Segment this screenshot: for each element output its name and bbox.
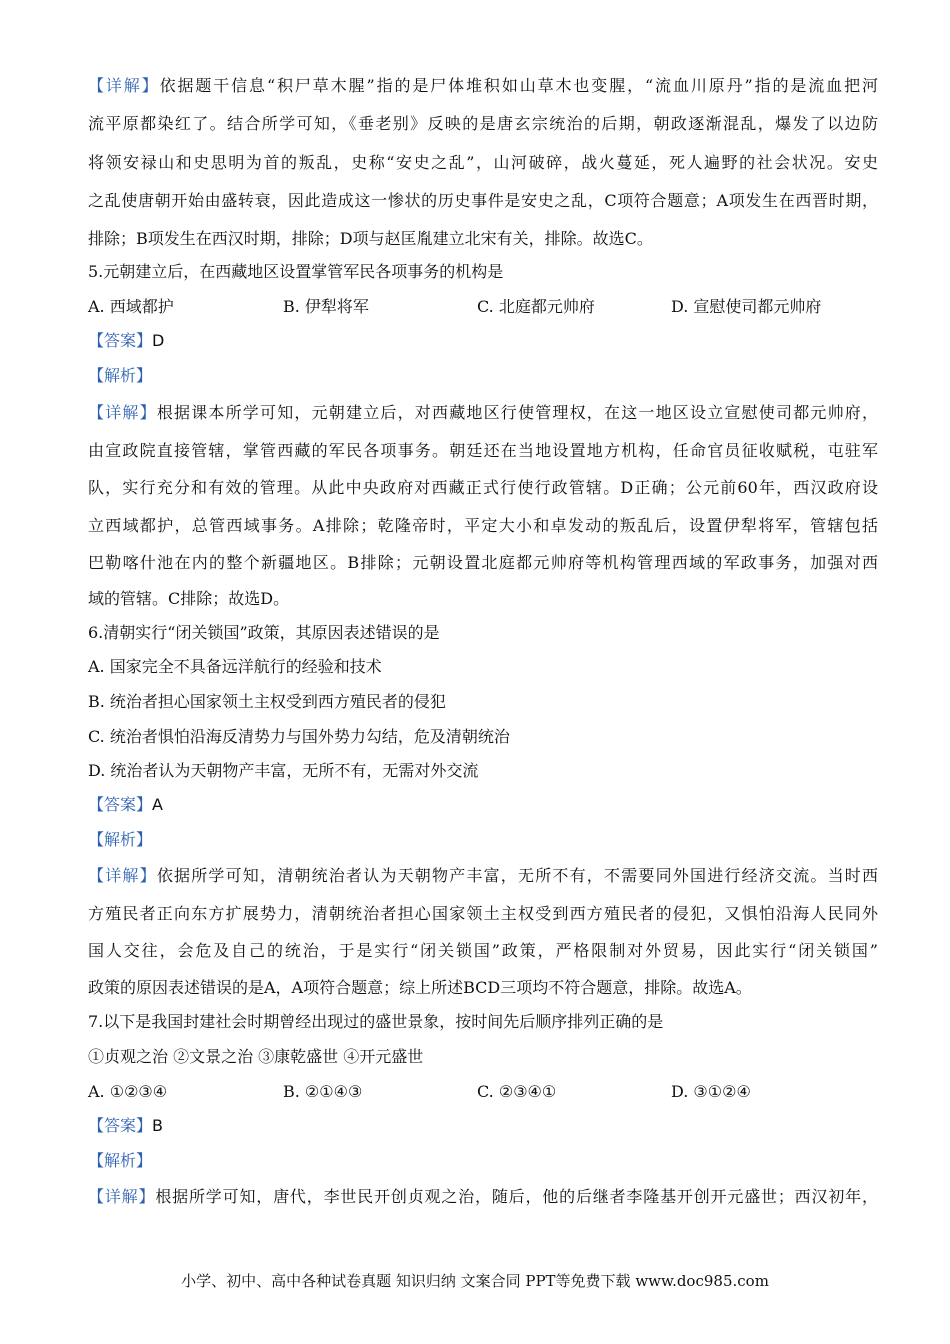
q5-detail-line-3: 队，实行充分和有效的管理。从此中央政府对西藏正式行使行政管辖。D正确；公元前60年，西汉政府设 — [88, 478, 878, 497]
q6-question: 6.清朝实行“闭关锁国”政策，其原因表述错误的是 — [88, 623, 440, 642]
page-footer: 小学、初中、高中各种试卷真题 知识归纳 文案合同 PPT等免费下载 www.doc985.com — [181, 1272, 769, 1290]
q5-question: 5.元朝建立后，在西藏地区设置掌管军民各项事务的机构是 — [88, 262, 504, 281]
q7-option-a: A. ①②③④ — [88, 1082, 168, 1101]
q7-option-b: B. ②①④③ — [283, 1082, 363, 1101]
q5-option-b: B. 伊犁将军 — [283, 297, 369, 316]
q5-detail-line-2: 由宣政院直接管辖，掌管西藏的军民各项事务。朝廷还在当地设置地方机构，任命官员征收赋税，屯驻军 — [88, 441, 878, 460]
q6-option-d: D. 统治者认为天朝物产丰富，无所不有，无需对外交流 — [88, 761, 479, 780]
q7-items: ①贞观之治 ②文景之治 ③康乾盛世 ④开元盛世 — [88, 1047, 424, 1066]
q6-detail-line-2: 方殖民者正向东方扩展势力，清朝统治者担心国家领土主权受到西方殖民者的侵犯，又惧怕沿海人民同外 — [88, 904, 878, 923]
q4-detail-line-1: 【详解】依据题干信息“积尸草木腥”指的是尸体堆积如山草木也变腥，“流血川原丹”指的是流血把河 — [88, 76, 878, 95]
q5-detail-line-6: 域的管辖。C排除；故选D。 — [88, 589, 290, 608]
detail-tag: 【详解】 — [88, 866, 157, 885]
q6-option-c: C. 统治者惧怕沿海反清势力与国外势力勾结，危及清朝统治 — [88, 727, 510, 746]
q4-detail-line-2: 流平原都染红了。结合所学可知，《垂老别》反映的是唐玄宗统治的后期，朝政逐渐混乱，爆发了以边防 — [88, 114, 878, 133]
q5-option-a: A. 西域都护 — [88, 297, 174, 316]
q5-detail-line-5: 巴勒喀什池在内的整个新疆地区。B排除；元朝设置北庭都元帅府等机构管理西域的军政事务，加强对西 — [88, 553, 878, 572]
q7-question: 7.以下是我国封建社会时期曾经出现过的盛世景象，按时间先后顺序排列正确的是 — [88, 1012, 664, 1031]
q7-option-d: D. ③①②④ — [671, 1082, 751, 1101]
q5-detail-line-1: 【详解】根据课本所学可知，元朝建立后，对西藏地区行使管理权，在这一地区设立宣慰使司都元帅府， — [88, 403, 878, 422]
q6-detail-line-1: 【详解】依据所学可知，清朝统治者认为天朝物产丰富，无所不有，不需要同外国进行经济交流。当时西 — [88, 866, 878, 885]
q5-analysis-tag: 【解析】 — [88, 366, 153, 385]
q7-analysis-tag: 【解析】 — [88, 1151, 153, 1170]
q6-detail-line-4: 政策的原因表述错误的是A，A项符合题意；综上所述BCD三项均不符合题意，排除。故选A。 — [88, 978, 752, 997]
q6-option-a: A. 国家完全不具备远洋航行的经验和技术 — [88, 657, 382, 676]
q6-answer: 【答案】A — [88, 795, 163, 814]
detail-tag: 【详解】 — [88, 1187, 156, 1206]
q6-detail-line-3: 国人交往，会危及自己的统治，于是实行“闭关锁国”政策，严格限制对外贸易，因此实行“闭关锁国” — [88, 941, 878, 960]
q4-detail-line-3: 将领安禄山和史思明为首的叛乱，史称“安史之乱”，山河破碎，战火蔓延，死人遍野的社会状况。安史 — [88, 153, 878, 172]
q5-option-c: C. 北庭都元帅府 — [477, 297, 595, 316]
q5-answer: 【答案】D — [88, 331, 165, 350]
q4-detail-line-5: 排除；B项发生在西汉时期，排除；D项与赵匡胤建立北宋有关，排除。故选C。 — [88, 229, 653, 248]
q6-analysis-tag: 【解析】 — [88, 830, 153, 849]
detail-tag: 【详解】 — [88, 76, 160, 95]
q7-answer: 【答案】B — [88, 1116, 163, 1135]
q5-option-d: D. 宣慰使司都元帅府 — [671, 297, 822, 316]
q4-detail-line-4: 之乱使唐朝开始由盛转衰，因此造成这一惨状的历史事件是安史之乱，C项符合题意；A项发生在西晋时期， — [88, 191, 878, 210]
q7-option-c: C. ②③④① — [477, 1082, 557, 1101]
q5-detail-line-4: 立西域都护，总管西域事务。A排除；乾隆帝时，平定大小和卓发动的叛乱后，设置伊犁将军，管辖包括 — [88, 516, 878, 535]
detail-tag: 【详解】 — [88, 403, 157, 422]
q7-detail-line-1: 【详解】根据所学可知，唐代，李世民开创贞观之治，随后，他的后继者李隆基开创开元盛世；西汉初年， — [88, 1187, 878, 1206]
q6-option-b: B. 统治者担心国家领土主权受到西方殖民者的侵犯 — [88, 692, 446, 711]
